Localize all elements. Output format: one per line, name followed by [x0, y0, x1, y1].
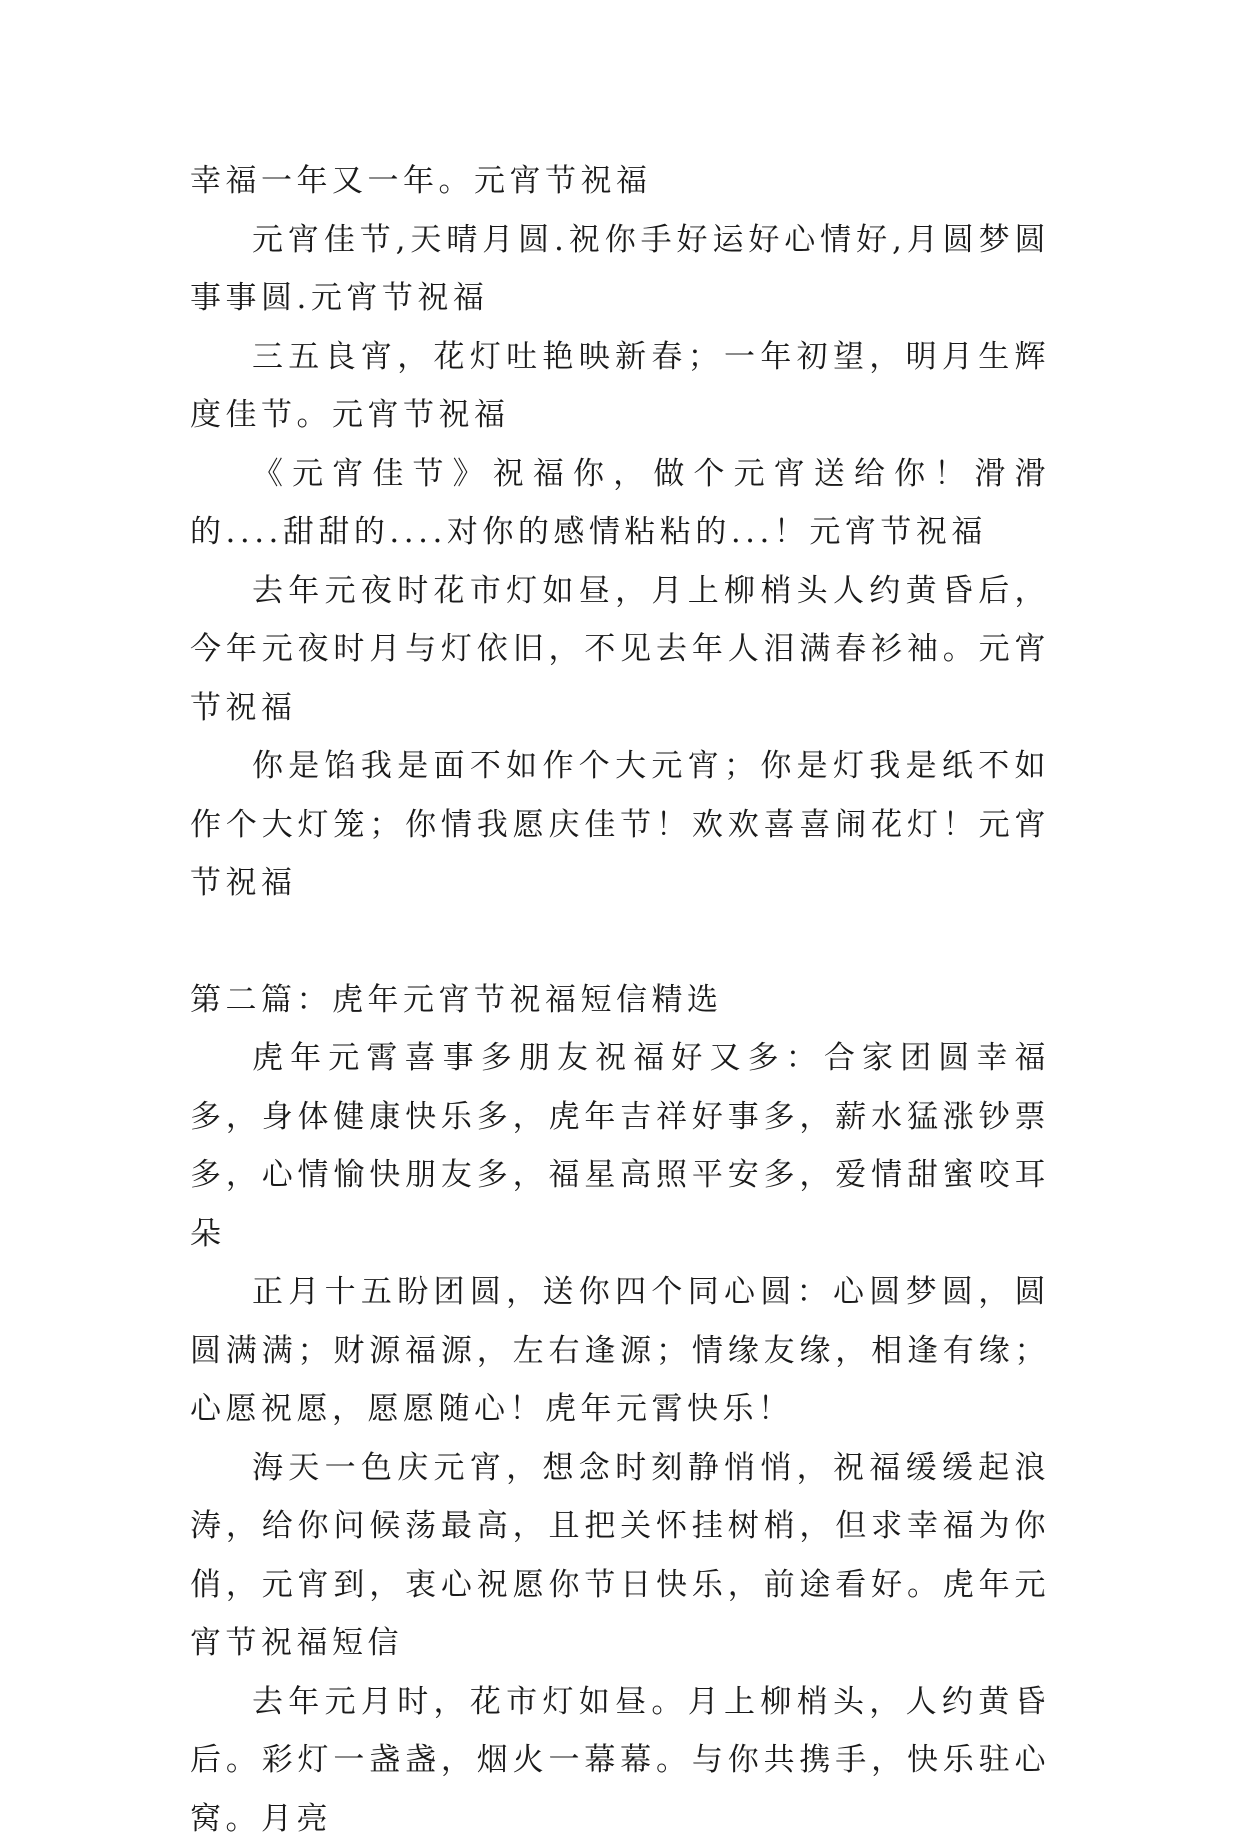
section-heading: 第二篇：虎年元宵节祝福短信精选 — [190, 971, 1050, 1030]
blessing-paragraph: 《元宵佳节》祝福你，做个元宵送给你！滑滑的....甜甜的....对你的感情粘粘的...！元宵节祝福 — [190, 445, 1050, 562]
blessing-paragraph: 你是馅我是面不如作个大元宵；你是灯我是纸不如作个大灯笼；你情我愿庆佳节！欢欢喜喜闹花灯！元宵节祝福 — [190, 737, 1050, 913]
blessing-paragraph: 海天一色庆元宵，想念时刻静悄悄，祝福缓缓起浪涛，给你问候荡最高，且把关怀挂树梢，但求幸福为你俏，元宵到，衷心祝愿你节日快乐，前途看好。虎年元宵节祝福短信 — [190, 1439, 1050, 1673]
continuation-paragraph: 幸福一年又一年。元宵节祝福 — [190, 152, 1050, 211]
blessing-paragraph: 正月十五盼团圆，送你四个同心圆：心圆梦圆，圆圆满满；财源福源，左右逢源；情缘友缘，相逢有缘；心愿祝愿，愿愿随心！虎年元霄快乐！ — [190, 1263, 1050, 1439]
blessing-paragraph: 去年元月时，花市灯如昼。月上柳梢头，人约黄昏后。彩灯一盏盏，烟火一幕幕。与你共携手，快乐驻心窝。月亮 — [190, 1673, 1050, 1848]
blessing-paragraph: 元宵佳节,天晴月圆.祝你手好运好心情好,月圆梦圆事事圆.元宵节祝福 — [190, 211, 1050, 328]
section-spacer — [190, 913, 1050, 971]
document-body — [190, 152, 1050, 1848]
blessing-paragraph: 去年元夜时花市灯如昼，月上柳梢头人约黄昏后，今年元夜时月与灯依旧，不见去年人泪满春衫袖。元宵节祝福 — [190, 562, 1050, 738]
blessing-paragraph: 虎年元霄喜事多朋友祝福好又多：合家团圆幸福多，身体健康快乐多，虎年吉祥好事多，薪水猛涨钞票多，心情愉快朋友多，福星高照平安多，爱情甜蜜咬耳朵 — [190, 1029, 1050, 1263]
blessing-paragraph: 三五良宵，花灯吐艳映新春；一年初望，明月生辉度佳节。元宵节祝福 — [190, 328, 1050, 445]
